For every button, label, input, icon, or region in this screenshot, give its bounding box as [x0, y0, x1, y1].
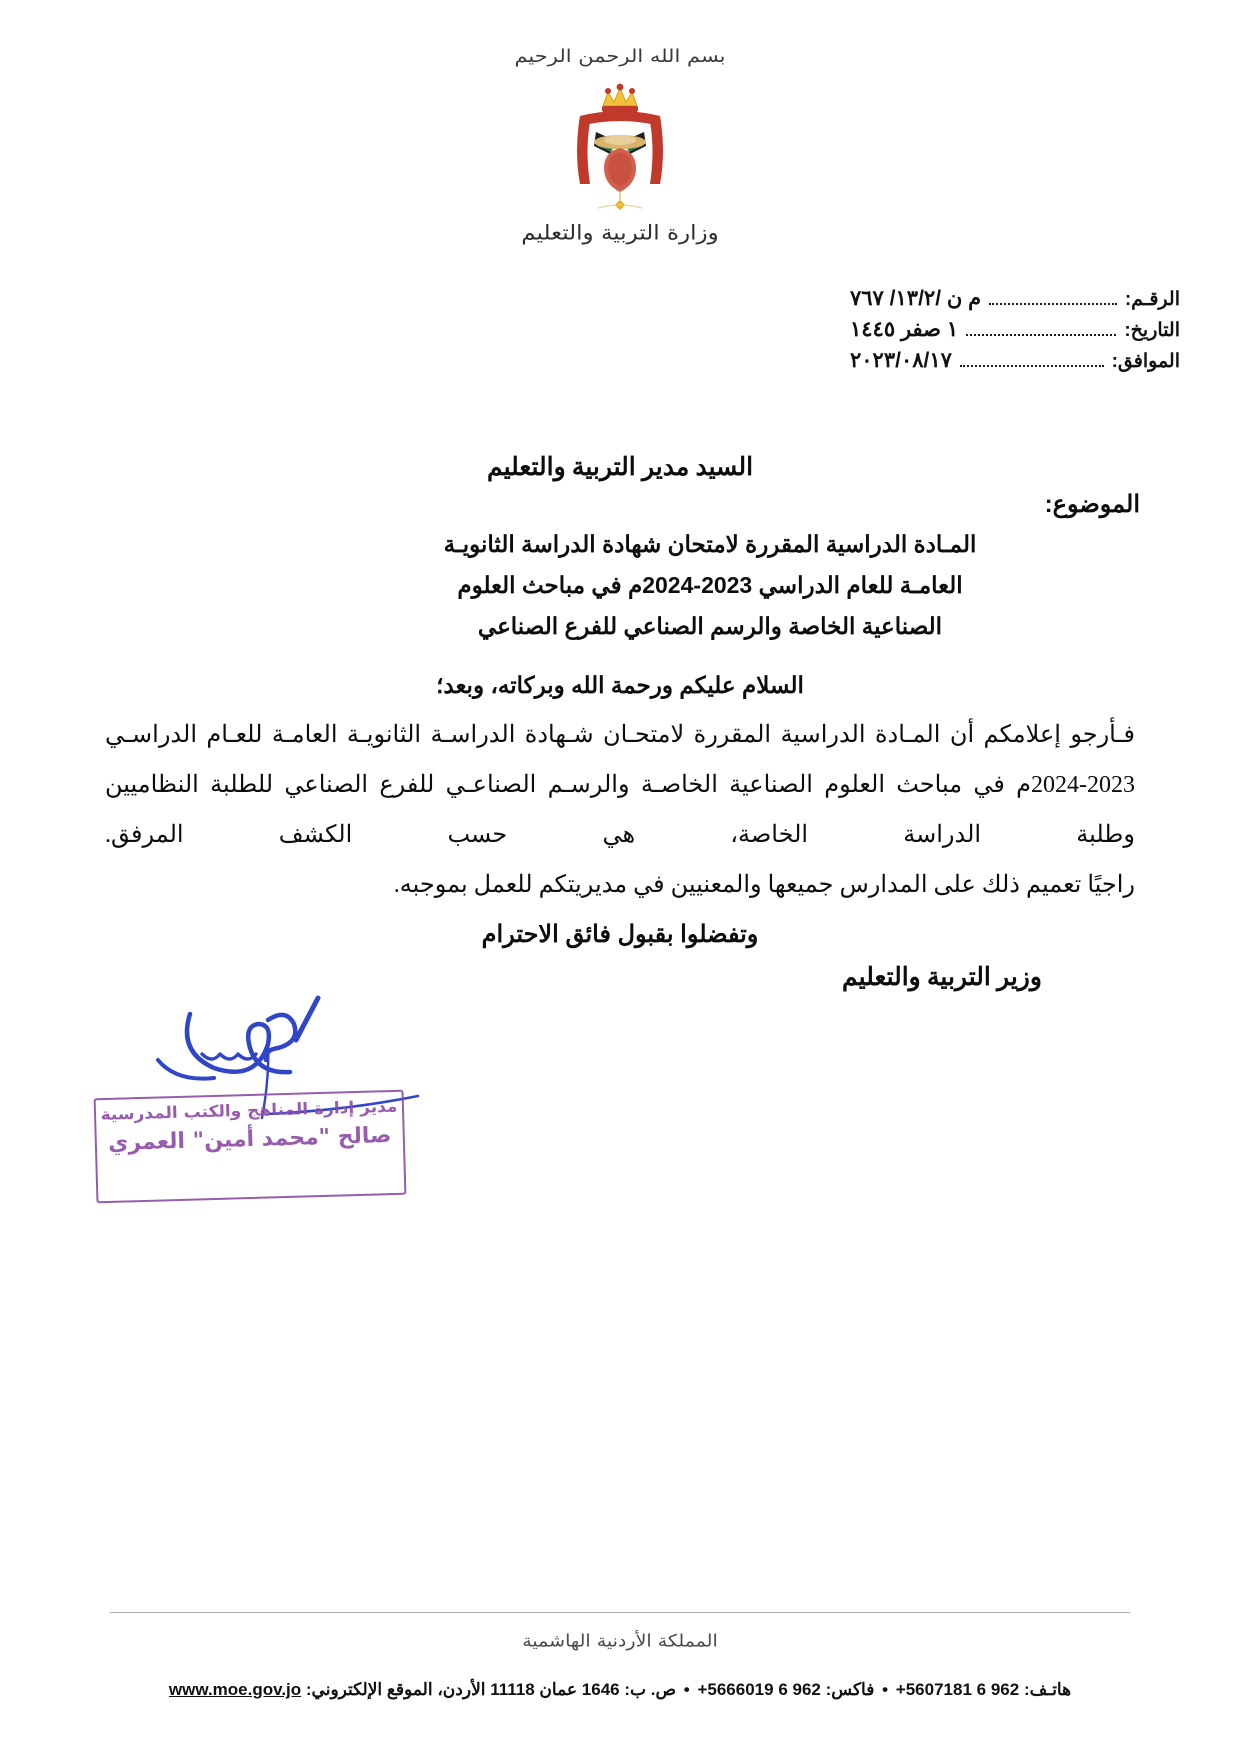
letterhead	[0, 0, 1240, 246]
website-link[interactable]: www.moe.gov.jo	[168, 1680, 302, 1699]
reference-number-label: الرقـم:	[1124, 289, 1180, 310]
gregorian-date-value: ٢٠٢٣/٠٨/١٧	[850, 349, 952, 372]
fax-value: 962 6 5666019+	[697, 1680, 821, 1699]
subject-text	[350, 524, 1070, 647]
website-label: الموقع الإلكتروني:	[305, 1680, 433, 1699]
hijri-date-label: التاريخ:	[1124, 320, 1180, 341]
country-value: الأردن،	[437, 1680, 486, 1699]
basmala-text: بسم الله الرحمن الرحيم	[514, 45, 726, 67]
hijri-date-value: ١ صفر ١٤٤٥	[850, 318, 959, 341]
dotted-leader	[960, 365, 1104, 367]
separator: •	[882, 1680, 889, 1699]
stamp-department: مدير إدارة المناهج والكتب المدرسية	[100, 1097, 398, 1125]
gregorian-date-row	[850, 348, 1180, 379]
subject-line: العامـة للعام الدراسي 2023-2024م في مباحث العلوم	[457, 572, 963, 598]
postal-value: 11118	[490, 1680, 535, 1699]
footer-divider	[110, 1612, 1130, 1613]
approval-stamp	[94, 1090, 407, 1204]
dotted-leader	[966, 334, 1116, 336]
phone-label: هاتـف:	[1023, 1680, 1072, 1699]
closing-line: وتفضلوا بقبول فائق الاحترام	[481, 921, 759, 948]
addressee-line: السيد مدير التربية والتعليم	[486, 454, 754, 481]
separator: •	[683, 1680, 690, 1699]
subject-label: الموضوع:	[1044, 491, 1140, 518]
reference-number-value: م ن /١٣/٢/ ٧٦٧	[850, 287, 982, 310]
city-value: عمان	[539, 1680, 578, 1699]
stamp-name: صالح "محمد أمين" العمري	[107, 1123, 392, 1156]
dotted-leader	[989, 303, 1117, 305]
reference-block	[850, 286, 1180, 379]
hijri-date-row	[850, 317, 1180, 348]
subject-line: المـادة الدراسية المقررة لامتحان شهادة الدراسة الثانويـة	[443, 531, 977, 557]
signer-title-row	[0, 962, 1240, 992]
body-paragraph-2: راجيًا تعميم ذلك على المدارس جميعها والمعنيين في مديريتكم للعمل بموجبه.	[393, 872, 1135, 898]
phone-value: 962 6 5607181+	[895, 1680, 1020, 1699]
fax-label: فاكس:	[825, 1680, 875, 1699]
footer-contact-line	[0, 1680, 1240, 1700]
jordan-coat-of-arms-icon	[540, 76, 700, 216]
body-paragraph-1: فـأرجو إعلامكم أن المـادة الدراسية المقررة لامتحـان شـهادة الدراسـة الثانويـة العامـة للعـام الدراسـي 2023-2024م في مباحث العلوم الصناعية الخاصـة والرسـم الصناعـي للفرع الصناعي للطلبة النظاميين وطلبة الدراسة الخاصة، هي حسب الكشف المرفق.	[105, 722, 1135, 848]
pobox-label: ص. ب:	[624, 1680, 677, 1699]
signer-title: وزير التربية والتعليم	[842, 964, 1042, 991]
kingdom-name: المملكة الأردنية الهاشمية	[522, 1631, 718, 1651]
subject-line: الصناعية الخاصة والرسم الصناعي للفرع الصناعي	[477, 613, 943, 639]
pobox-value: 1646	[581, 1680, 620, 1699]
gregorian-date-label: الموافق:	[1111, 351, 1180, 372]
greeting-line: السلام عليكم ورحمة الله وبركاته، وبعد؛	[436, 672, 804, 698]
reference-number-row	[850, 286, 1180, 317]
ministry-name: وزارة التربية والتعليم	[521, 221, 719, 245]
